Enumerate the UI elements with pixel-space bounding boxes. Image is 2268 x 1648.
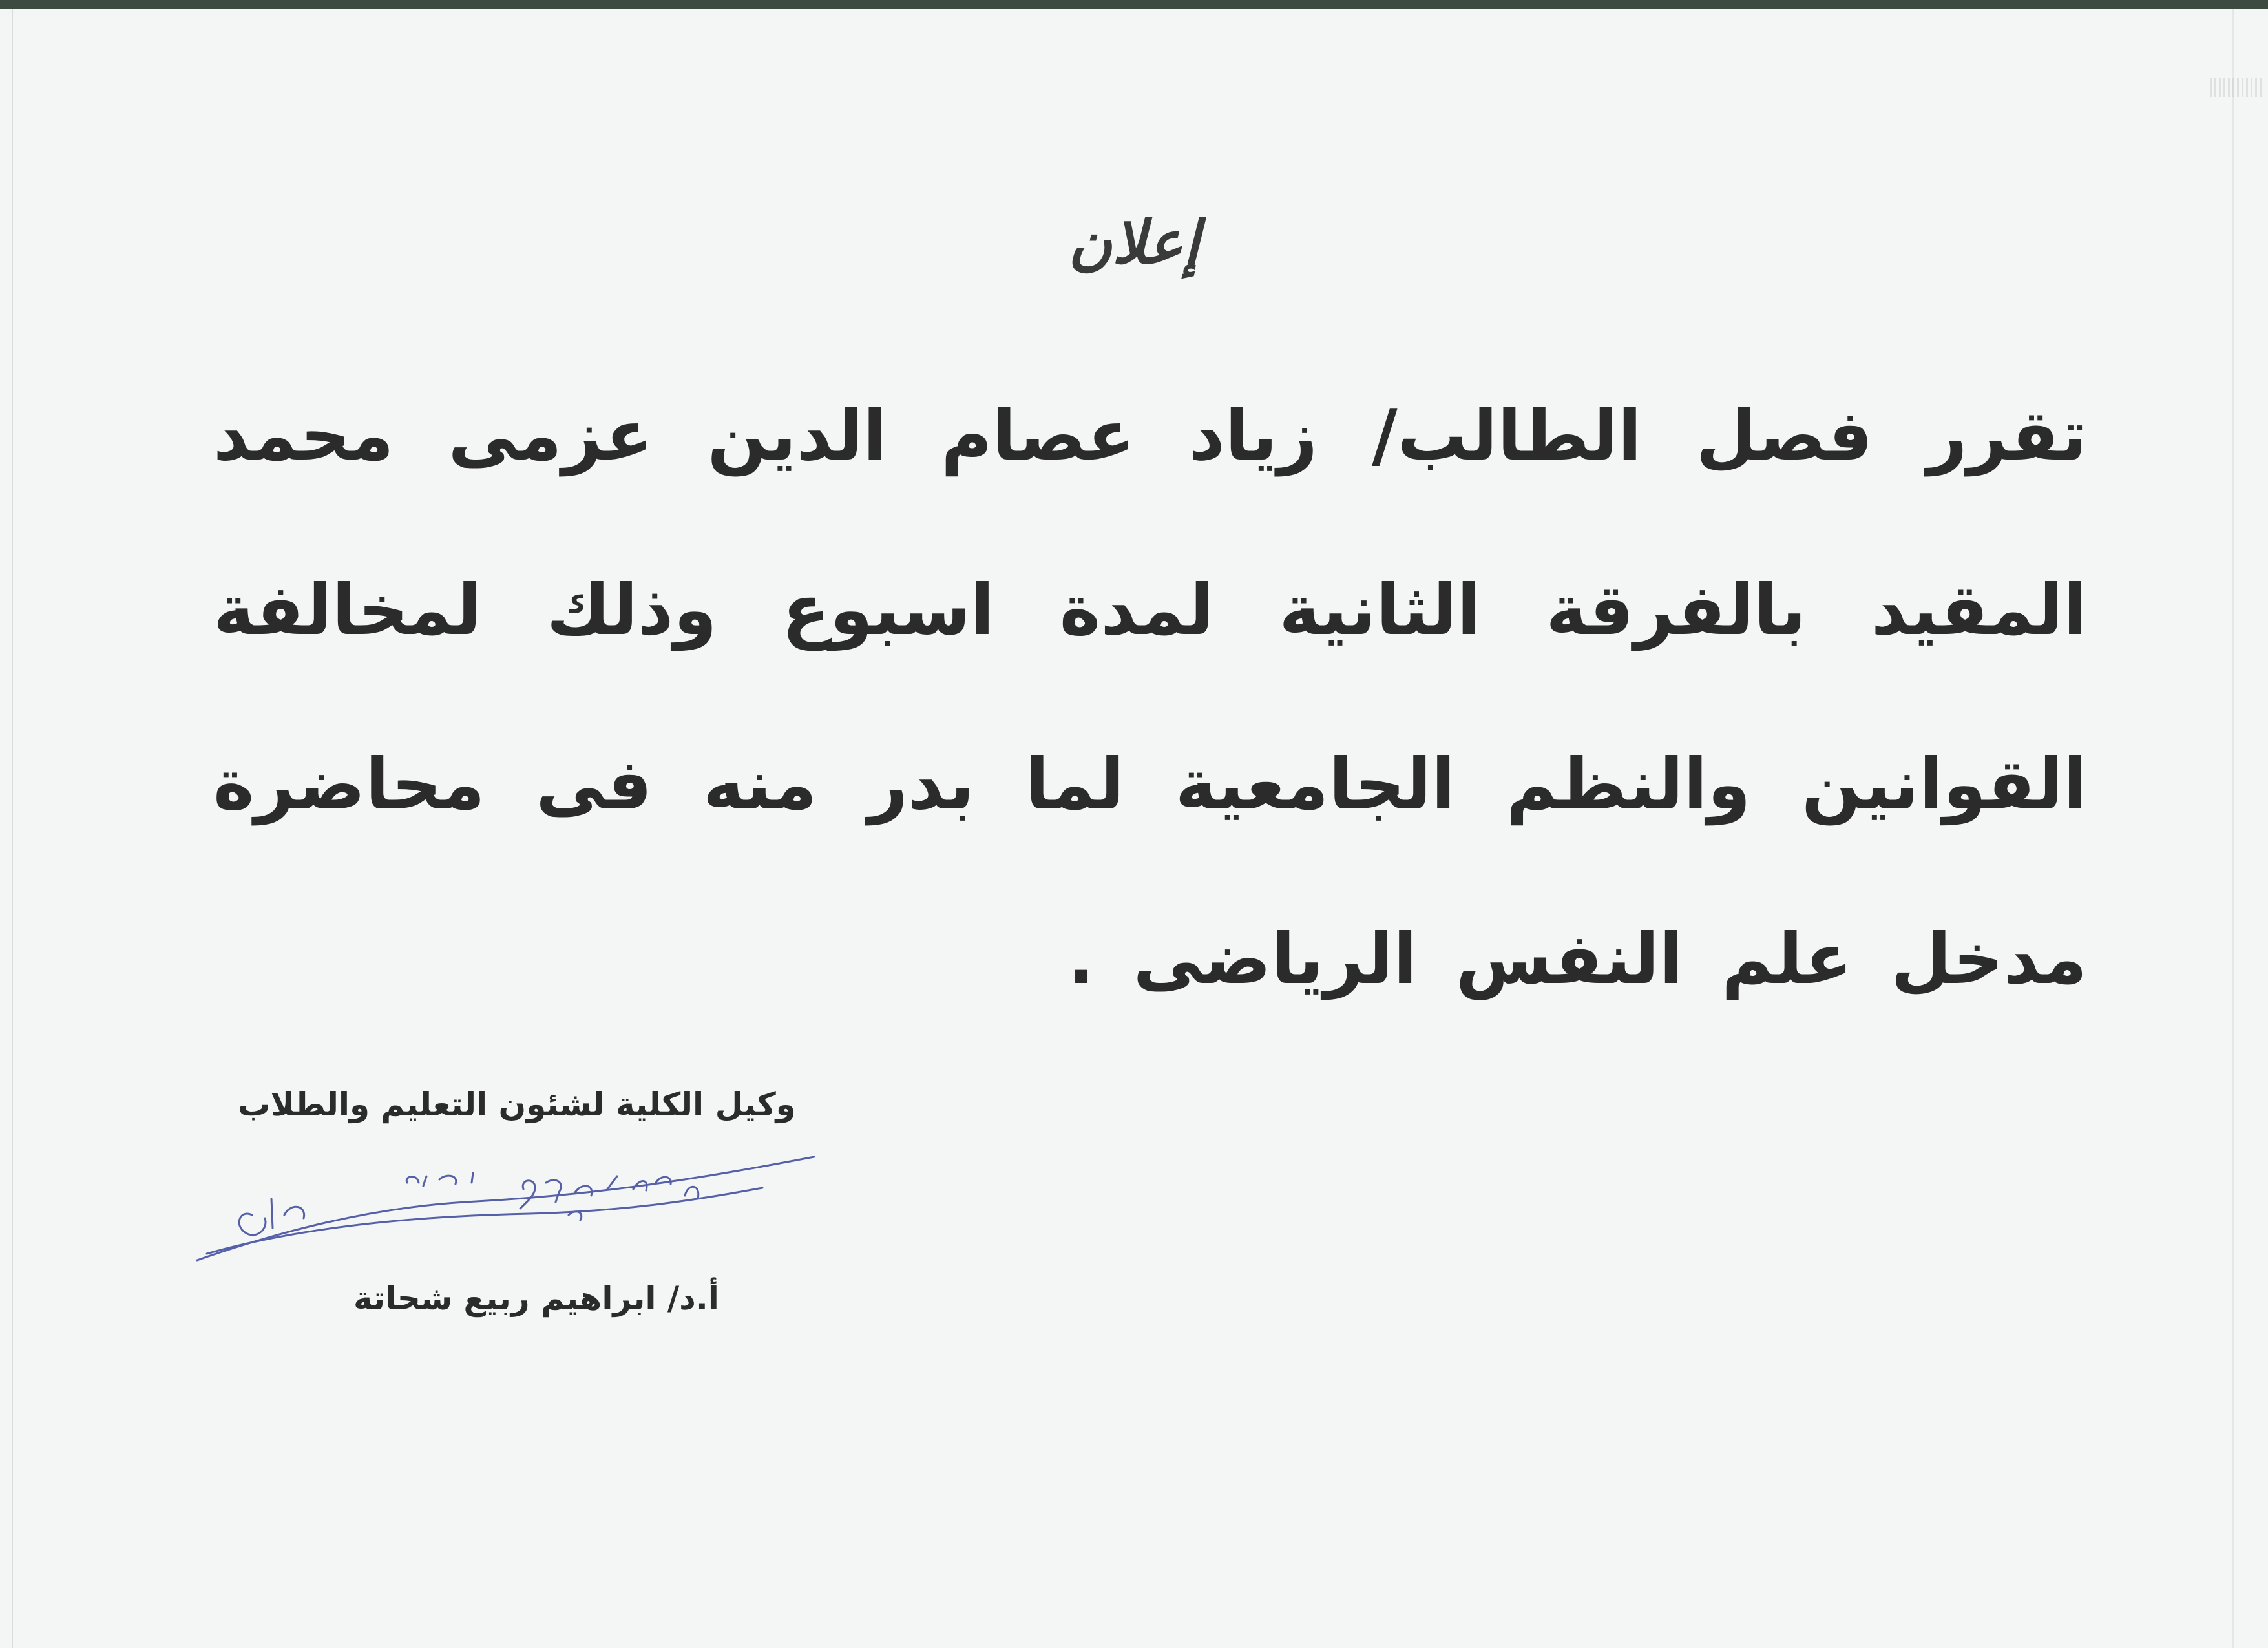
signature-block [194, 1086, 840, 1344]
notice-title: إعلان [1068, 207, 1200, 277]
signatory-role: وكيل الكلية لشئون التعليم والطلاب [238, 1086, 796, 1123]
handwritten-signature-image [194, 1137, 840, 1267]
signatory-name: أ.د/ ابراهيم ربيع شحاتة [353, 1280, 719, 1317]
notice-body: تقرر فصل الطالب/ زياد عصام الدين عزمى محمد المقيد بالفرقة الثانية لمدة اسبوع وذلك لمخالفة القوانين والنظم الجامعية لما بدر منه فى محاضرة مدخل علم النفس الرياضى . [213, 396, 2087, 1000]
